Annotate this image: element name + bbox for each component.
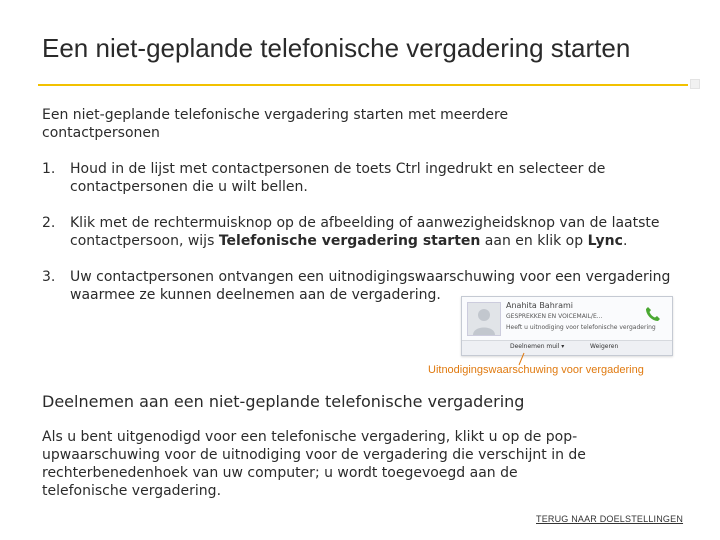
step-text-part: Klik met de rechtermuisknop op de afbeelding of aanwezigheidsknop van de laatste contactpersoon, wijs [70, 215, 660, 249]
ignore-button[interactable]: Weigeren [590, 343, 619, 350]
step-2 [42, 214, 682, 250]
alert-line-1: GESPREKKEN EN VOICEMAIL/E... [506, 313, 603, 320]
command-telefonische-vergadering: Telefonische vergadering starten [218, 233, 481, 249]
step-text-part: . [622, 233, 628, 249]
screenshot-caption: Uitnodigingswaarschuwing voor vergadering [428, 364, 644, 376]
section-paragraph: Als u bent uitgenodigd voor een telefonische vergadering, klikt u op de pop-upwaarschuwing voor de uitnodiging voor de vergadering die verschijnt in de rechterbenedenhoek van uw computer; u wordt toegevoegd aan de telefonische vergadering. [42, 429, 586, 499]
alert-button-bar [462, 340, 672, 355]
steps-list [42, 160, 682, 304]
step-text-part: aan en klik op [480, 233, 588, 249]
phone-icon [644, 305, 662, 323]
step-text [70, 214, 682, 250]
invitation-alert-screenshot [461, 296, 673, 356]
back-to-objectives-link[interactable]: TERUG NAAR DOELSTELLINGEN [536, 514, 684, 524]
title-underline [38, 84, 688, 86]
alert-line-2: Heeft u uitnodiging voor telefonische vergadering [506, 324, 656, 331]
caller-name: Anahita Bahrami [506, 301, 573, 310]
subheading: Een niet-geplande telefonische vergadering starten met meerdere contactpersonen [42, 107, 509, 141]
step-text: Houd in de lijst met contactpersonen de toets Ctrl ingedrukt en selecteer de contactpersonen die u wilt bellen. [70, 161, 606, 195]
corner-marker [690, 79, 700, 89]
section-heading: Deelnemen aan een niet-geplande telefonische vergadering [42, 392, 525, 411]
step-text: Uw contactpersonen ontvangen een uitnodigingswaarschuwing voor een vergadering waarmee ze kunnen deelnemen aan de vergadering. [70, 269, 671, 303]
command-lync: Lync [587, 233, 623, 249]
join-button[interactable]: Deelnemen muil ▾ [510, 343, 565, 350]
slide-title: Een niet-geplande telefonische vergadering starten [42, 33, 631, 63]
avatar-icon [467, 302, 501, 336]
step-number: 3. [42, 269, 56, 285]
step-number: 1. [42, 161, 56, 177]
step-1 [42, 160, 682, 196]
step-number: 2. [42, 215, 56, 231]
